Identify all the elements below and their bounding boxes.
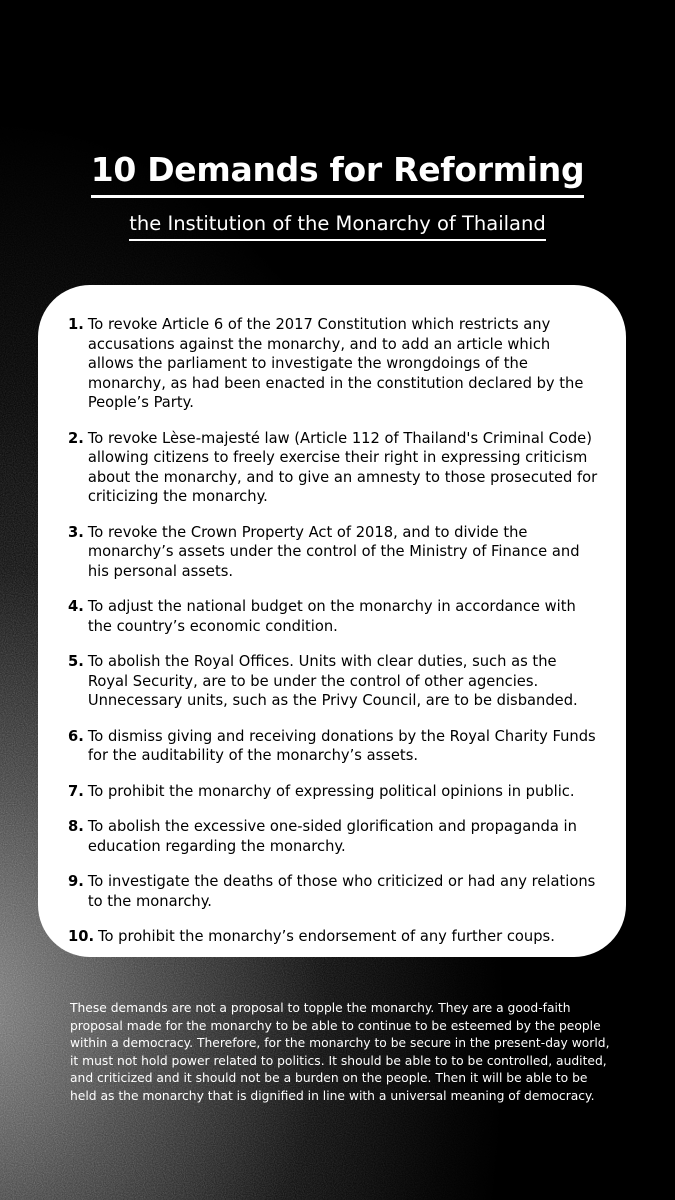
demand-number: 2. — [68, 429, 84, 447]
demands-list — [68, 315, 600, 947]
demand-number: 5. — [68, 653, 84, 670]
demand-text: To prohibit the monarchy’s endorsement of any further coups. — [98, 928, 555, 945]
page-subtitle: the Institution of the Monarchy of Thailand — [129, 212, 546, 241]
demand-number: 7. — [68, 782, 84, 800]
demands-card — [38, 285, 626, 957]
page-title: 10 Demands for Reforming — [91, 150, 585, 198]
demand-text: To abolish the excessive one-sided glorification and propaganda in education regarding the monarchy. — [87, 818, 577, 855]
demand-text: To prohibit the monarchy of expressing political opinions in public. — [87, 782, 575, 800]
demand-text: To revoke Lèse-majesté law (Article 112 of Thailand's Criminal Code) allowing citizens to freely exercise their right in expressing criticism about the monarchy, and to give an amnesty to those prosecuted for criticizing the monarchy. — [87, 429, 598, 505]
demand-item — [68, 927, 600, 947]
demand-number: 6. — [68, 727, 84, 745]
demand-item — [68, 727, 600, 766]
demand-item — [68, 817, 600, 856]
demand-item — [68, 597, 600, 636]
demand-text: To dismiss giving and receiving donations by the Royal Charity Funds for the auditability of the monarchy’s assets. — [87, 727, 596, 764]
demand-number: 4. — [68, 598, 84, 615]
demand-number: 10. — [68, 928, 95, 945]
header — [0, 150, 675, 241]
footnote: These demands are not a proposal to topple the monarchy. They are a good-faith proposal made for the monarchy to be able to continue to be esteemed by the people within a democracy. Therefore, for the monarchy to be secure in the present-day world, it must not hold power related to politics. It should be able to to be controlled, audited, and criticized and it should not be a burden on the people. Then it will be able to be held as the monarchy that is dignified in line with a universal meaning of democracy. — [70, 1001, 610, 1103]
demand-item — [68, 782, 600, 802]
demand-item — [68, 429, 600, 507]
demand-text: To revoke the Crown Property Act of 2018, and to divide the monarchy’s assets under the control of the Ministry of Finance and his personal assets. — [87, 523, 580, 580]
demand-number: 8. — [68, 818, 84, 835]
demand-item — [68, 652, 600, 711]
demand-text: To investigate the deaths of those who criticized or had any relations to the monarchy. — [87, 873, 596, 910]
demand-text: To abolish the Royal Offices. Units with clear duties, such as the Royal Security, are to be under the control of other agencies. Unnecessary units, such as the Privy Council, are to be disbanded. — [87, 653, 578, 709]
demand-number: 1. — [68, 316, 84, 333]
demand-text: To adjust the national budget on the monarchy in accordance with the country’s economic condition. — [87, 598, 576, 635]
demand-item — [68, 523, 600, 582]
demand-number: 3. — [68, 523, 84, 541]
demand-number: 9. — [68, 873, 84, 890]
demand-text: To revoke Article 6 of the 2017 Constitution which restricts any accusations against the monarchy, and to add an article which allows the parliament to investigate the wrongdoings of the monarchy, as had been enacted in the constitution declared by the People’s Party. — [87, 316, 584, 411]
demand-item — [68, 315, 600, 413]
demand-item — [68, 872, 600, 911]
